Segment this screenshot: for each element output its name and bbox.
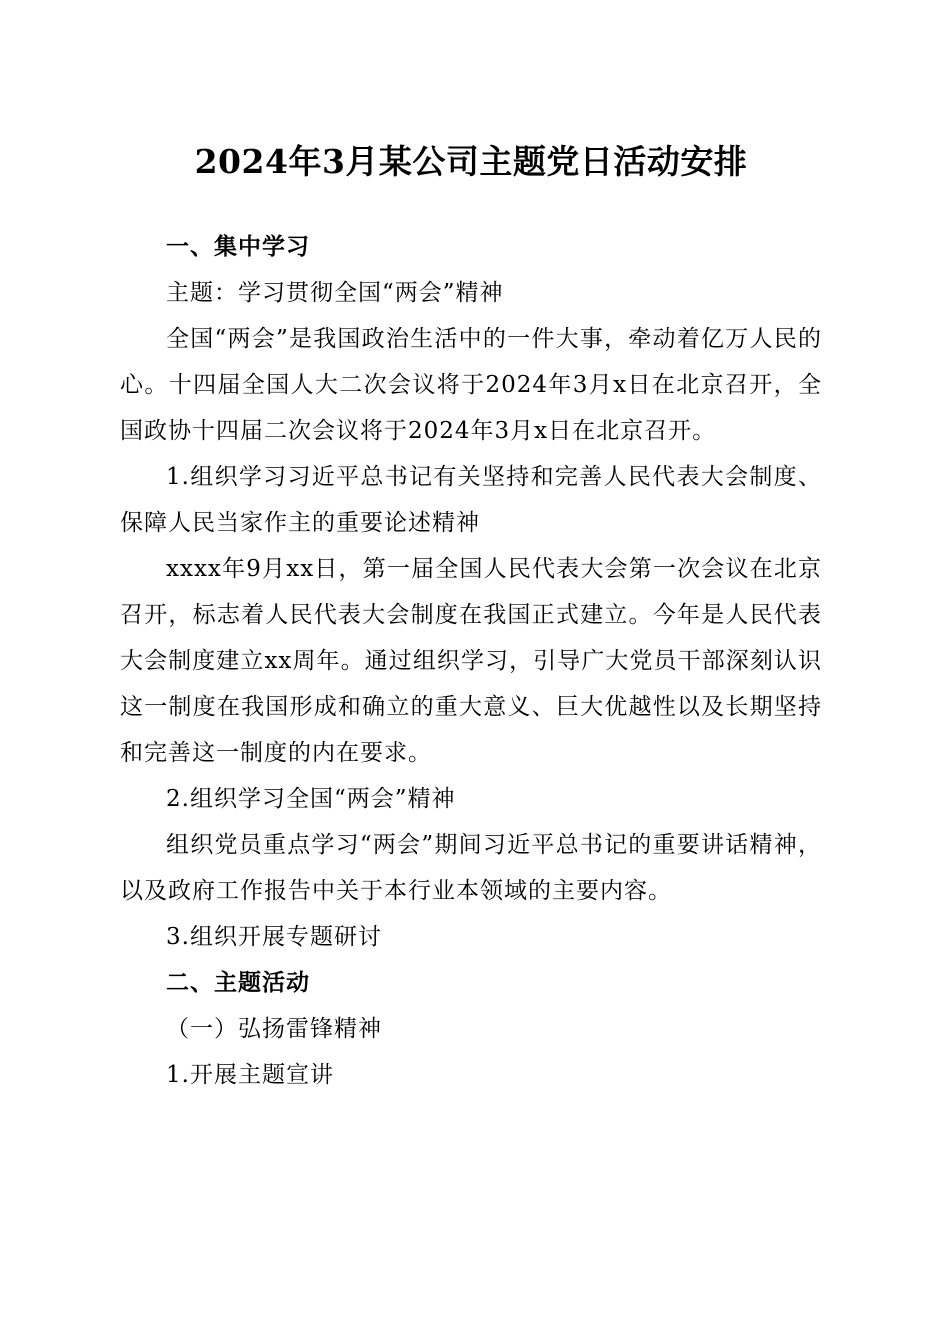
section-heading-activities: 二、主题活动	[166, 970, 310, 996]
item-1-theme-lecture: 1.开展主题宣讲	[166, 1062, 334, 1088]
paragraph-theme: 主题：学习贯彻全国“两会”精神	[166, 280, 504, 306]
subheading-lei-feng-spirit: （一）弘扬雷锋精神	[166, 1016, 382, 1042]
paragraph-two-sessions-intro: 全国“两会”是我国政治生活中的一件大事，牵动着亿万人民的心。十四届全国人大二次会议将于2024年3月x日在北京召开，全国政协十四届二次会议将于2024年3月x日在北京召开。	[120, 326, 822, 444]
document-title: 2024年3月某公司主题党日活动安排	[194, 142, 748, 181]
item-2-study-two-sessions: 2.组织学习全国“两会”精神	[166, 786, 456, 812]
item-1-study-npc-system: 1.组织学习习近平总书记有关坚持和完善人民代表大会制度、保障人民当家作主的重要论述精神	[120, 464, 822, 536]
paragraph-npc-history: xxxx年9月xx日，第一届全国人民代表大会第一次会议在北京召开，标志着人民代表大会制度在我国正式建立。今年是人民代表大会制度建立xx周年。通过组织学习，引导广大党员干部深刻认识这一制度在我国形成和确立的重大意义、巨大优越性以及长期坚持和完善这一制度的内在要求。	[120, 556, 822, 766]
section-heading-study: 一、集中学习	[166, 234, 310, 260]
item-3-seminar: 3.组织开展专题研讨	[166, 924, 382, 950]
paragraph-study-content: 组织党员重点学习“两会”期间习近平总书记的重要讲话精神，以及政府工作报告中关于本行业本领域的主要内容。	[120, 832, 822, 904]
